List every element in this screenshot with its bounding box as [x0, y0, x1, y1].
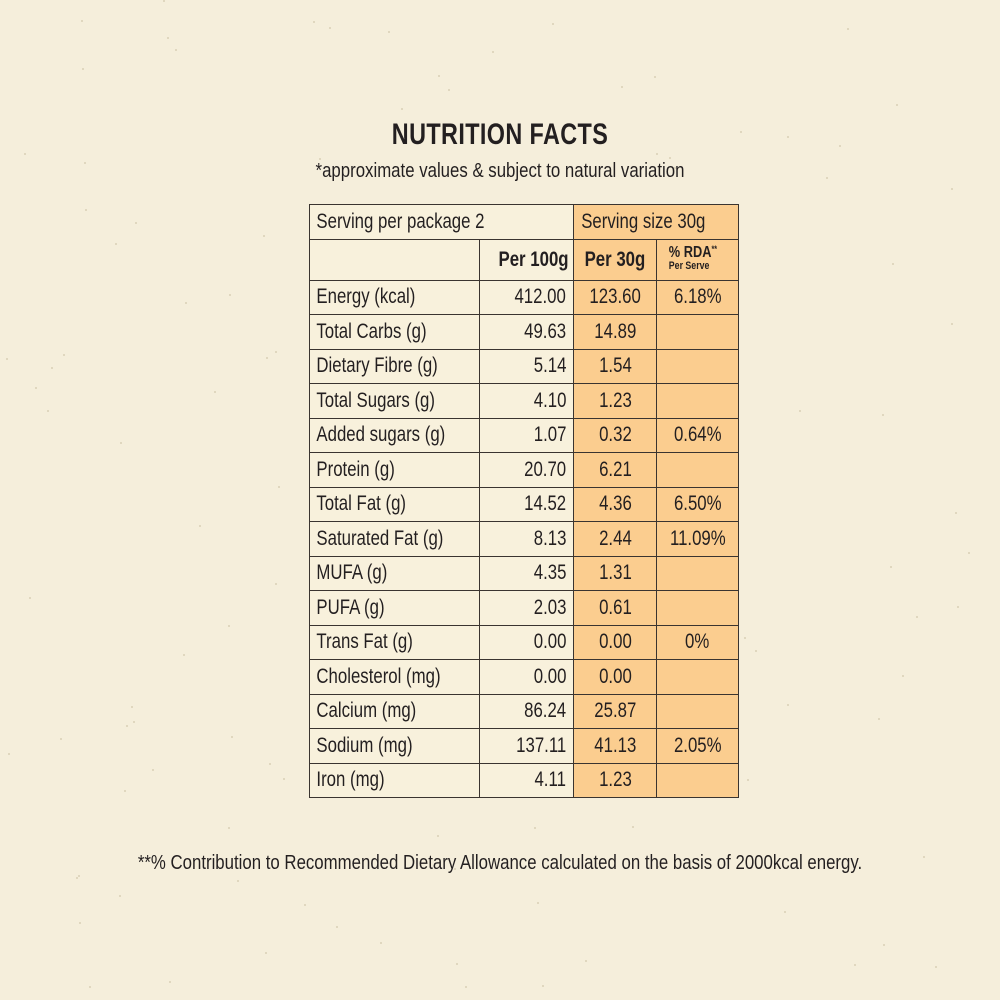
per100-value: 0.00 — [533, 664, 567, 688]
nutrient-name: Calcium (mg) — [316, 699, 417, 723]
per30-value: 25.87 — [593, 699, 637, 723]
per30-value-cell — [573, 453, 657, 488]
per30-header: Per 30g — [584, 247, 646, 271]
per100-value-cell — [480, 315, 574, 350]
per30-value: 41.13 — [593, 733, 637, 757]
rda-value-cell — [657, 556, 739, 591]
table-row — [310, 556, 739, 591]
per30-value-cell — [573, 487, 657, 522]
per30-value: 0.61 — [598, 595, 632, 619]
table-row — [310, 487, 739, 522]
per30-value-cell — [573, 729, 657, 764]
per100-value-cell — [480, 280, 574, 315]
serving-size: Serving size 30g — [580, 209, 706, 233]
rda-value-cell — [657, 487, 739, 522]
per30-value-cell — [573, 556, 657, 591]
per30-header-cell — [573, 239, 657, 280]
per100-value-cell — [480, 349, 574, 384]
table-row — [310, 660, 739, 695]
serving-per-package-cell — [310, 205, 574, 240]
per100-value-cell — [480, 694, 574, 729]
per30-value-cell — [573, 418, 657, 453]
per100-value: 14.52 — [524, 492, 567, 516]
per30-value: 4.36 — [598, 492, 632, 516]
nutrient-name: PUFA (g) — [316, 595, 385, 619]
nutrient-name-cell — [310, 418, 480, 453]
nutrient-name: Total Carbs (g) — [316, 319, 427, 343]
nutrient-name: Protein (g) — [316, 457, 395, 481]
per100-value: 8.13 — [533, 526, 567, 550]
nutrient-name-cell — [310, 384, 480, 419]
table-row — [310, 280, 739, 315]
per100-value: 20.70 — [524, 457, 567, 481]
nutrient-name: Iron (mg) — [316, 768, 385, 792]
serving-per-package: Serving per package 2 — [316, 209, 485, 233]
rda-value-cell — [657, 763, 739, 798]
rda-value-cell — [657, 453, 739, 488]
rda-value-cell — [657, 522, 739, 557]
table-row — [310, 315, 739, 350]
per100-value: 4.11 — [534, 768, 567, 792]
table-row — [310, 591, 739, 626]
per30-value: 1.54 — [598, 354, 632, 378]
nutrient-name: Added sugars (g) — [316, 423, 446, 447]
per100-value: 86.24 — [524, 699, 567, 723]
rda-value: 0% — [685, 630, 710, 654]
per100-value: 5.14 — [533, 354, 567, 378]
subtitle-note: *approximate values & subject to natural variation — [315, 160, 685, 182]
nutrient-name: Total Fat (g) — [316, 492, 407, 516]
nutrient-name-cell — [310, 591, 480, 626]
nutrient-name: Sodium (mg) — [316, 733, 413, 757]
table-row — [310, 763, 739, 798]
per100-value-cell — [480, 591, 574, 626]
rda-header-label: % RDA** — [669, 243, 718, 261]
nutrient-name-cell — [310, 522, 480, 557]
page-title: NUTRITION FACTS — [391, 118, 609, 151]
per100-value-cell — [480, 660, 574, 695]
per30-value: 6.21 — [598, 457, 632, 481]
per30-value-cell — [573, 349, 657, 384]
per30-value: 0.00 — [598, 664, 632, 688]
table-row — [310, 384, 739, 419]
per30-value: 1.23 — [598, 768, 632, 792]
per100-value-cell — [480, 729, 574, 764]
nutrient-name-cell — [310, 280, 480, 315]
per100-header: Per 100g — [498, 247, 569, 271]
rda-value-cell — [657, 660, 739, 695]
nutrient-name: Dietary Fibre (g) — [316, 354, 438, 378]
per100-value-cell — [480, 384, 574, 419]
nutrient-name-cell — [310, 660, 480, 695]
nutrient-name-cell — [310, 694, 480, 729]
column-header-row — [310, 239, 739, 280]
table-row — [310, 349, 739, 384]
nutrient-name-cell — [310, 453, 480, 488]
per30-value-cell — [573, 660, 657, 695]
nutrient-name-cell — [310, 487, 480, 522]
per30-value-cell — [573, 280, 657, 315]
nutrient-name-cell — [310, 763, 480, 798]
per100-value-cell — [480, 763, 574, 798]
per100-header-cell — [480, 239, 574, 280]
nutrition-table — [309, 204, 739, 798]
table-row — [310, 625, 739, 660]
nutrient-name: Total Sugars (g) — [316, 388, 435, 412]
rda-value-cell — [657, 280, 739, 315]
per30-value-cell — [573, 591, 657, 626]
per100-value: 4.35 — [533, 561, 567, 585]
rda-value: 0.64% — [673, 423, 722, 447]
per30-value: 14.89 — [593, 319, 637, 343]
footnote: **% Contribution to Recommended Dietary Allowance calculated on the basis of 2000kcal energy. — [137, 852, 863, 874]
per100-value-cell — [480, 625, 574, 660]
per100-value-cell — [480, 487, 574, 522]
per30-value-cell — [573, 384, 657, 419]
nutrient-name-cell — [310, 625, 480, 660]
rda-value: 11.09% — [669, 526, 726, 550]
nutrient-name: Cholesterol (mg) — [316, 664, 441, 688]
header-blank-cell — [310, 239, 480, 280]
per30-value: 123.60 — [589, 285, 641, 309]
per30-value-cell — [573, 694, 657, 729]
serving-size-cell — [573, 205, 738, 240]
rda-value: 6.50% — [673, 492, 722, 516]
per30-value-cell — [573, 625, 657, 660]
rda-value-cell — [657, 418, 739, 453]
rda-value-cell — [657, 384, 739, 419]
nutrient-name: MUFA (g) — [316, 561, 388, 585]
serving-row — [310, 205, 739, 240]
per100-value: 137.11 — [516, 733, 567, 757]
per30-value-cell — [573, 522, 657, 557]
per30-value: 1.31 — [598, 561, 632, 585]
per100-value: 0.00 — [533, 630, 567, 654]
nutrient-name: Saturated Fat (g) — [316, 526, 444, 550]
per30-value: 1.23 — [598, 388, 632, 412]
rda-value: 6.18% — [673, 285, 722, 309]
rda-header-sub: Per Serve — [669, 259, 710, 272]
rda-value-cell — [657, 625, 739, 660]
rda-value-cell — [657, 729, 739, 764]
table-row — [310, 522, 739, 557]
per100-value: 49.63 — [524, 319, 567, 343]
per100-value: 2.03 — [533, 595, 567, 619]
table-row — [310, 453, 739, 488]
per100-value: 412.00 — [514, 285, 567, 309]
nutrient-name-cell — [310, 556, 480, 591]
rda-value-cell — [657, 349, 739, 384]
per30-value-cell — [573, 763, 657, 798]
rda-value-cell — [657, 591, 739, 626]
per100-value: 1.07 — [533, 423, 567, 447]
nutrient-name: Trans Fat (g) — [316, 630, 413, 654]
per100-value-cell — [480, 556, 574, 591]
per30-value: 0.00 — [598, 630, 632, 654]
nutrient-name-cell — [310, 729, 480, 764]
per100-value-cell — [480, 453, 574, 488]
table-row — [310, 729, 739, 764]
per100-value-cell — [480, 418, 574, 453]
rda-value-cell — [657, 694, 739, 729]
nutrient-name-cell — [310, 315, 480, 350]
rda-value: 2.05% — [673, 733, 722, 757]
rda-value-cell — [657, 315, 739, 350]
nutrient-name-cell — [310, 349, 480, 384]
per100-value-cell — [480, 522, 574, 557]
rda-header-cell — [657, 239, 739, 280]
per100-value: 4.10 — [533, 388, 567, 412]
per30-value: 2.44 — [598, 526, 632, 550]
per30-value: 0.32 — [598, 423, 632, 447]
per30-value-cell — [573, 315, 657, 350]
table-row — [310, 418, 739, 453]
table-row — [310, 694, 739, 729]
nutrient-name: Energy (kcal) — [316, 285, 416, 309]
